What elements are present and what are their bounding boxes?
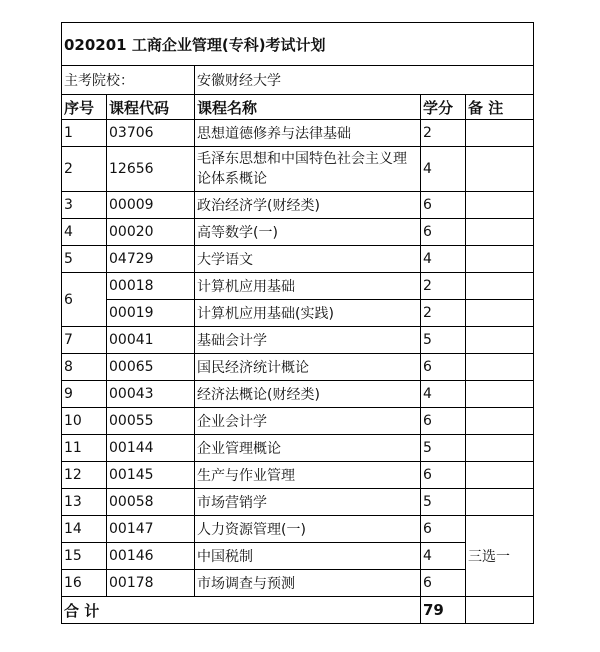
table-row <box>62 147 534 192</box>
row-seq: 6 <box>62 273 107 327</box>
table-row <box>62 408 534 435</box>
row-credit: 6 <box>421 192 466 219</box>
row-credit: 2 <box>421 300 466 327</box>
row-seq: 14 <box>62 516 107 543</box>
row-seq: 9 <box>62 381 107 408</box>
row-note <box>466 327 534 354</box>
row-code: 03706 <box>107 120 195 147</box>
plan-title: 020201 工商企业管理(专科)考试计划 <box>62 23 534 66</box>
row-name: 大学语文 <box>195 246 421 273</box>
row-seq: 8 <box>62 354 107 381</box>
row-name: 市场营销学 <box>195 489 421 516</box>
row-seq: 7 <box>62 327 107 354</box>
row-note <box>466 381 534 408</box>
table-row <box>62 516 534 543</box>
row-code: 00146 <box>107 543 195 570</box>
title-row <box>62 23 534 66</box>
row-seq: 10 <box>62 408 107 435</box>
row-credit: 4 <box>421 543 466 570</box>
total-value: 79 <box>421 597 466 624</box>
table-row <box>62 543 534 570</box>
row-name: 生产与作业管理 <box>195 462 421 489</box>
row-note <box>466 300 534 327</box>
row-code: 00145 <box>107 462 195 489</box>
row-name: 企业管理概论 <box>195 435 421 462</box>
row-code: 00041 <box>107 327 195 354</box>
row-name: 毛泽东思想和中国特色社会主义理论体系概论 <box>195 147 421 192</box>
row-name: 经济法概论(财经类) <box>195 381 421 408</box>
table-row <box>62 219 534 246</box>
row-credit: 6 <box>421 570 466 597</box>
row-credit: 6 <box>421 516 466 543</box>
row-name: 计算机应用基础(实践) <box>195 300 421 327</box>
row-code: 00055 <box>107 408 195 435</box>
school-label: 主考院校： <box>62 66 195 95</box>
table-row <box>62 120 534 147</box>
row-seq: 13 <box>62 489 107 516</box>
row-note <box>466 354 534 381</box>
table-row <box>62 381 534 408</box>
total-label: 合 计 <box>62 597 421 624</box>
header-credit: 学分 <box>421 95 466 120</box>
row-credit: 5 <box>421 489 466 516</box>
row-seq: 12 <box>62 462 107 489</box>
row-name: 国民经济统计概论 <box>195 354 421 381</box>
table-row <box>62 354 534 381</box>
row-name: 高等数学(一) <box>195 219 421 246</box>
row-seq: 5 <box>62 246 107 273</box>
table-row <box>62 192 534 219</box>
row-seq: 4 <box>62 219 107 246</box>
row-code: 00058 <box>107 489 195 516</box>
row-note <box>466 120 534 147</box>
row-code: 00018 <box>107 273 195 300</box>
row-note <box>466 192 534 219</box>
row-name: 计算机应用基础 <box>195 273 421 300</box>
row-code: 04729 <box>107 246 195 273</box>
row-seq: 16 <box>62 570 107 597</box>
row-name: 人力资源管理(一) <box>195 516 421 543</box>
row-name: 政治经济学(财经类) <box>195 192 421 219</box>
row-credit: 6 <box>421 462 466 489</box>
row-code: 12656 <box>107 147 195 192</box>
row-credit: 5 <box>421 435 466 462</box>
row-name: 中国税制 <box>195 543 421 570</box>
table-row <box>62 435 534 462</box>
row-code: 00020 <box>107 219 195 246</box>
row-name: 企业会计学 <box>195 408 421 435</box>
total-note <box>466 597 534 624</box>
row-seq: 1 <box>62 120 107 147</box>
table-row <box>62 462 534 489</box>
row-note <box>466 273 534 300</box>
table-row <box>62 489 534 516</box>
row-credit: 5 <box>421 327 466 354</box>
table-row <box>62 300 534 327</box>
table-row <box>62 570 534 597</box>
row-code: 00019 <box>107 300 195 327</box>
row-name: 市场调查与预测 <box>195 570 421 597</box>
row-code: 00178 <box>107 570 195 597</box>
header-note: 备 注 <box>466 95 534 120</box>
row-code: 00065 <box>107 354 195 381</box>
row-credit: 6 <box>421 219 466 246</box>
row-note <box>466 435 534 462</box>
row-code: 00144 <box>107 435 195 462</box>
header-code: 课程代码 <box>107 95 195 120</box>
header-row <box>62 95 534 120</box>
table-row <box>62 273 534 300</box>
table-row <box>62 246 534 273</box>
row-credit: 4 <box>421 246 466 273</box>
school-row <box>62 66 534 95</box>
table-row <box>62 327 534 354</box>
school-value: 安徽财经大学 <box>195 66 534 95</box>
row-name: 思想道德修养与法律基础 <box>195 120 421 147</box>
header-seq: 序号 <box>62 95 107 120</box>
row-credit: 6 <box>421 354 466 381</box>
row-code: 00147 <box>107 516 195 543</box>
exam-plan-table <box>61 22 534 624</box>
row-code: 00043 <box>107 381 195 408</box>
row-note <box>466 408 534 435</box>
row-seq: 15 <box>62 543 107 570</box>
row-credit: 4 <box>421 147 466 192</box>
row-credit: 6 <box>421 408 466 435</box>
row-note <box>466 462 534 489</box>
row-credit: 2 <box>421 273 466 300</box>
total-row <box>62 597 534 624</box>
row-note <box>466 489 534 516</box>
row-note <box>466 147 534 192</box>
row-seq: 11 <box>62 435 107 462</box>
row-note <box>466 246 534 273</box>
row-credit: 4 <box>421 381 466 408</box>
elective-note: 三选一 <box>466 516 534 597</box>
row-credit: 2 <box>421 120 466 147</box>
row-seq: 3 <box>62 192 107 219</box>
row-name: 基础会计学 <box>195 327 421 354</box>
row-code: 00009 <box>107 192 195 219</box>
row-note <box>466 219 534 246</box>
header-name: 课程名称 <box>195 95 421 120</box>
row-seq: 2 <box>62 147 107 192</box>
